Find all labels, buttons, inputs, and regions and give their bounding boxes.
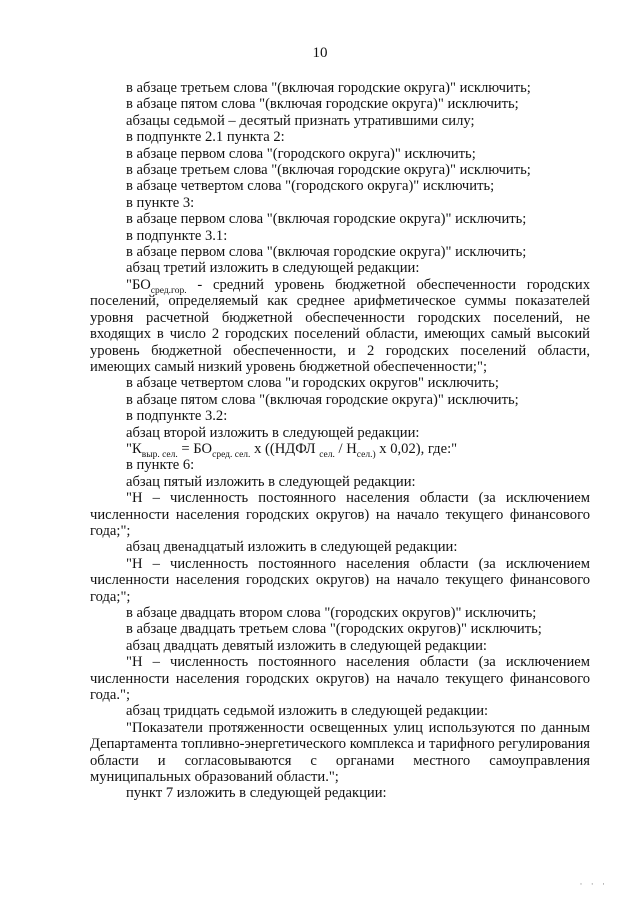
paragraph-text: абзац двенадцатый изложить в следующей редакции: xyxy=(126,539,458,556)
quoted-paragraph xyxy=(90,720,590,786)
paragraph xyxy=(90,244,590,260)
paragraph-text: в пункте 6: xyxy=(126,457,195,474)
paragraph-text: абзац третий изложить в следующей редакции: xyxy=(126,260,420,277)
paragraph-text: "К xyxy=(126,440,142,457)
paragraph xyxy=(90,96,590,112)
paragraph-text: в пункте 3: xyxy=(126,194,195,211)
paragraph-text: в подпункте 3.2: xyxy=(126,408,228,425)
scan-marks: · · · xyxy=(579,879,608,889)
paragraph xyxy=(90,621,590,637)
paragraph xyxy=(90,211,590,227)
paragraph xyxy=(90,605,590,621)
paragraph-text: - средний уровень бюджетной обеспеченности городских поселений, определяемый как среднее арифметическое суммы показателей уровня расчетной бюджетной обеспеченности городских поселений, не входящих в число 2 городских поселений области, имеющих самый высокий уровень бюджетной обеспеченности, и 2 городских поселений области, имеющих самый низкий уровень бюджетной обеспеченности;"; xyxy=(90,276,590,375)
paragraph xyxy=(90,80,590,96)
paragraph xyxy=(90,703,590,719)
quoted-paragraph xyxy=(90,490,590,539)
paragraph xyxy=(90,425,590,441)
paragraph-text: в подпункте 3.1: xyxy=(126,227,228,244)
paragraph xyxy=(90,178,590,194)
paragraph xyxy=(90,162,590,178)
paragraph xyxy=(90,228,590,244)
quoted-paragraph xyxy=(90,556,590,605)
paragraph xyxy=(90,457,590,473)
paragraph xyxy=(90,129,590,145)
paragraph xyxy=(90,113,590,129)
paragraph xyxy=(90,375,590,391)
subscript-text: сред. сел. xyxy=(212,449,251,460)
paragraph-text: в абзаце четвертом слова "и городских округов" исключить; xyxy=(126,375,499,392)
paragraph-text: в подпункте 2.1 пункта 2: xyxy=(126,129,285,146)
paragraph-text: в абзаце четвертом слова "(городского округа)" исключить; xyxy=(126,178,495,195)
paragraph-text: абзацы седьмой – десятый признать утратившими силу; xyxy=(126,112,475,129)
paragraph-text: в абзаце первом слова "(городского округа)" исключить; xyxy=(126,145,476,162)
paragraph xyxy=(90,638,590,654)
paragraph-text: пункт 7 изложить в следующей редакции: xyxy=(126,785,387,802)
paragraph xyxy=(90,146,590,162)
paragraph-text: в абзаце третьем слова "(включая городские округа)" исключить; xyxy=(126,162,531,179)
paragraph xyxy=(90,408,590,424)
paragraph-text: "Показатели протяженности освещенных улиц используются по данным Департамента топливно-энергетического комплекса и тарифного регулирования области и согласовываются с органами местного самоуправления муниципальных образований области."; xyxy=(90,719,590,786)
document-body xyxy=(90,80,590,802)
paragraph-text: х 0,02), где:" xyxy=(375,440,458,457)
paragraph-text: = БО xyxy=(177,440,213,457)
subscript-text: сел. xyxy=(319,449,335,460)
paragraph xyxy=(90,474,590,490)
paragraph-text: в абзаце пятом слова "(включая городские округа)" исключить; xyxy=(126,96,519,113)
paragraph xyxy=(90,260,590,276)
paragraph xyxy=(90,392,590,408)
paragraph-text: х ((НДФЛ xyxy=(250,440,320,457)
paragraph-text: в абзаце третьем слова "(включая городские округа)" исключить; xyxy=(126,80,531,96)
quoted-paragraph xyxy=(90,277,590,375)
paragraph-text: в абзаце пятом слова "(включая городские округа)" исключить; xyxy=(126,391,519,408)
paragraph-text: в абзаце двадцать третьем слова "(городских округов)" исключить; xyxy=(126,621,542,638)
paragraph-text: абзац второй изложить в следующей редакции: xyxy=(126,424,420,441)
paragraph-text: в абзаце первом слова "(включая городские округа)" исключить; xyxy=(126,211,527,228)
page-number: 10 xyxy=(312,45,328,61)
paragraph-text: "Н – численность постоянного населения области (за исключением численности населения городских округов) на начало текущего финансового года;"; xyxy=(90,490,590,539)
paragraph-text: абзац пятый изложить в следующей редакции: xyxy=(126,473,416,490)
quoted-paragraph xyxy=(90,654,590,703)
paragraph-text: "Н – численность постоянного населения области (за исключением численности населения городских округов) на начало текущего финансового года."; xyxy=(90,654,590,704)
subscript-text: сред.гор. xyxy=(150,285,187,296)
paragraph xyxy=(90,195,590,211)
paragraph xyxy=(90,785,590,801)
paragraph-text: абзац двадцать девятый изложить в следующей редакции: xyxy=(126,637,487,654)
paragraph xyxy=(90,539,590,555)
paragraph-text: "БО xyxy=(126,276,151,293)
paragraph-text: / Н xyxy=(334,440,357,457)
paragraph xyxy=(90,440,590,460)
subscript-text: выр. сел. xyxy=(141,449,178,460)
subscript-text: сел.) xyxy=(356,449,376,460)
paragraph-text: "Н – численность постоянного населения области (за исключением численности населения городских округов) на начало текущего финансового года;"; xyxy=(90,555,590,605)
paragraph-text: в абзаце первом слова "(включая городские округа)" исключить; xyxy=(126,244,527,261)
paragraph-text: в абзаце двадцать втором слова "(городских округов)" исключить; xyxy=(126,605,537,621)
paragraph-text: абзац тридцать седьмой изложить в следующей редакции: xyxy=(126,703,489,720)
